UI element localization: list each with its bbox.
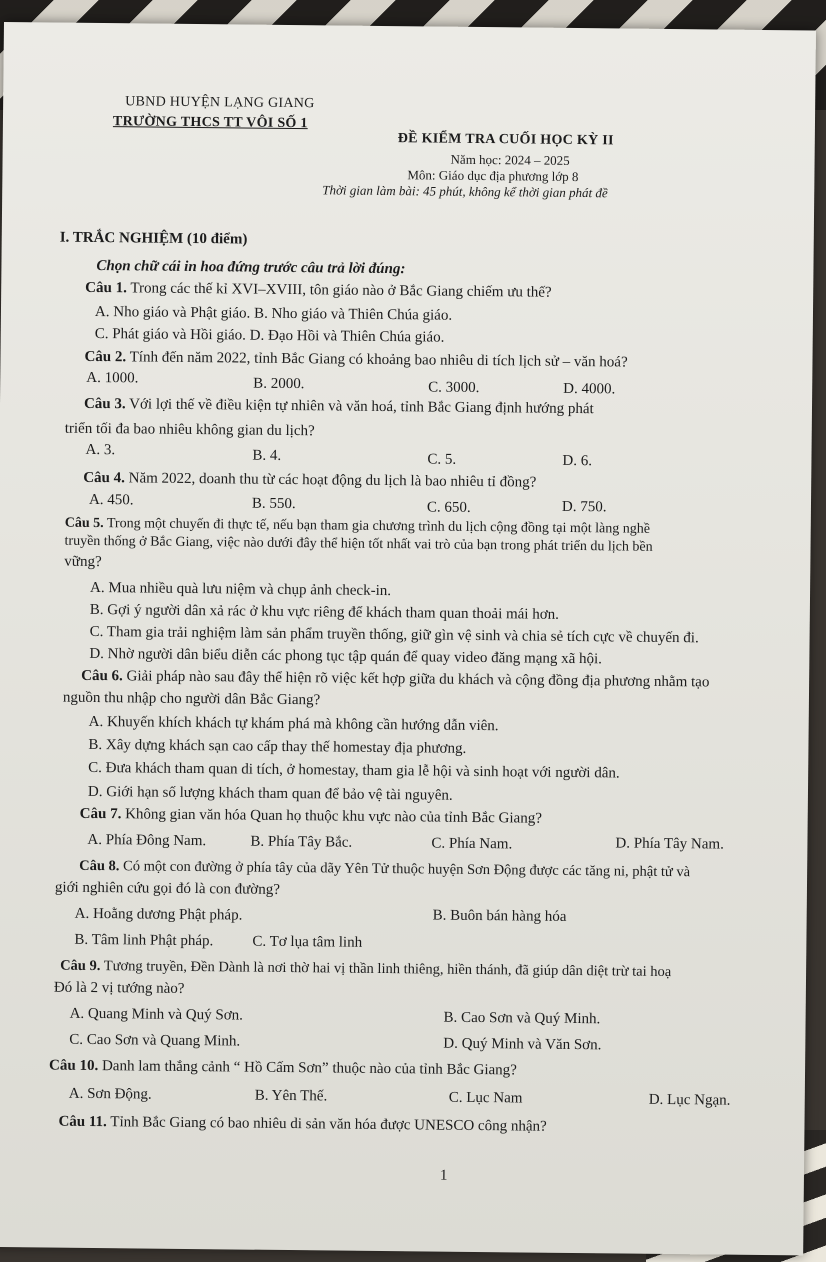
- q9-option-c: C. Cao Sơn và Quang Minh.: [69, 1031, 241, 1050]
- q3-text-2: triển tối đa bao nhiêu không gian du lịch?: [64, 420, 315, 440]
- q9-text-2: Đó là 2 vị tướng nào?: [53, 979, 185, 997]
- q5-text-2: truyền thống ở Bắc Giang, việc nào dưới đây thể hiện tốt nhất vai trò của bạn trong phát triển du lịch bền: [64, 533, 653, 555]
- q10-text: Câu 10. Danh lam thắng cảnh “ Hồ Cấm Sơn” thuộc nào của tỉnh Bắc Giang?: [48, 1057, 517, 1079]
- q6-option-d: D. Giới hạn số lượng khách tham quan để bảo vệ tài nguyên.: [87, 783, 453, 804]
- q8-option-a: A. Hoằng dương Phật pháp.: [74, 905, 243, 924]
- q1-options-cd: C. Phát giáo và Hồi giáo. D. Đạo Hồi và Thiên Chúa giáo.: [94, 325, 445, 346]
- q10-option-d: D. Lục Ngạn.: [648, 1091, 731, 1109]
- q8-text-2: giới nghiên cứu gọi đó là con đường?: [54, 879, 281, 898]
- q9-option-b: B. Cao Sơn và Quý Minh.: [443, 1009, 601, 1028]
- exam-title: ĐỀ KIỂM TRA CUỐI HỌC KỲ II: [397, 131, 614, 149]
- section-title: I. TRẮC NGHIỆM (10 điểm): [59, 229, 248, 248]
- district-name: UBND HUYỆN LẠNG GIANG: [125, 94, 315, 112]
- q6-text-2: nguồn thu nhập cho người dân Bắc Giang?: [62, 689, 321, 709]
- q6-option-a: A. Khuyến khích khách tự khám phá mà không cần hướng dẫn viên.: [88, 713, 499, 735]
- q5-text-1: Câu 5. Trong một chuyến đi thực tế, nếu bạn tham gia chương trình du lịch cộng đồng tại một làng nghề: [64, 515, 651, 537]
- q6-option-c: C. Đưa khách tham quan di tích, ở homestay, tham gia lễ hội và sinh hoạt với người dân.: [88, 759, 620, 782]
- q3-option-c: C. 5.: [427, 451, 457, 468]
- q9-text-1: Câu 9. Tương truyền, Đền Dành là nơi thờ hai vị thần linh thiêng, hiền thánh, đã giúp dân diệt trừ tai hoạ: [60, 957, 672, 981]
- q3-option-b: B. 4.: [252, 447, 282, 464]
- q8-option-b2: B. Buôn bán hàng hóa: [432, 907, 567, 925]
- q3-option-a: A. 3.: [85, 441, 116, 459]
- school-year: Năm học: 2024 – 2025: [450, 151, 570, 168]
- q4-option-a: A. 450.: [88, 491, 134, 509]
- q2-option-d: D. 4000.: [563, 380, 616, 398]
- instruction: Chọn chữ cái in hoa đứng trước câu trả lời đúng:: [96, 257, 406, 278]
- q8-option-b: B. Tâm linh Phật pháp.: [74, 931, 214, 950]
- q8-option-c: C. Tơ lụa tâm linh: [252, 933, 363, 951]
- q2-option-b: B. 2000.: [253, 375, 305, 393]
- q6-text-1: Câu 6. Giải pháp nào sau đây thể hiện rõ việc kết hợp giữa du khách và cộng đồng địa phương nhằm tạo: [81, 667, 710, 691]
- q5-option-b: B. Gợi ý người dân xả rác ở khu vực riêng để khách tham quan thoải mái hơn.: [89, 601, 560, 623]
- q4-text: Câu 4. Năm 2022, doanh thu từ các hoạt động du lịch là bao nhiêu tỉ đồng?: [83, 469, 537, 491]
- q3-option-d: D. 6.: [562, 452, 593, 470]
- q9-option-a: A. Quang Minh và Quý Sơn.: [69, 1005, 244, 1024]
- q5-option-a: A. Mua nhiều quà lưu niệm và chụp ảnh check-in.: [89, 579, 392, 600]
- subject: Môn: Giáo dục địa phương lớp 8: [407, 167, 579, 185]
- q8-text-1: Câu 8. Có một con đường ở phía tây của dãy Yên Tử thuộc huyện Sơn Động được các tăng ni, phật tử và: [79, 857, 691, 881]
- q10-option-a: A. Sơn Động.: [68, 1085, 152, 1103]
- q1-text: Câu 1. Trong các thế kỉ XVI–XVIII, tôn giáo nào ở Bắc Giang chiếm ưu thế?: [85, 279, 552, 301]
- q1-options-ab: A. Nho giáo và Phật giáo. B. Nho giáo và Thiên Chúa giáo.: [94, 303, 453, 324]
- q7-option-b: B. Phía Tây Bắc.: [250, 833, 353, 851]
- q4-option-d: D. 750.: [561, 498, 607, 516]
- q2-option-a: A. 1000.: [86, 369, 139, 387]
- page-number: 1: [439, 1167, 448, 1184]
- q6-option-b: B. Xây dựng khách sạn cao cấp thay thế homestay địa phương.: [88, 736, 467, 757]
- q2-text: Câu 2. Tính đến năm 2022, tỉnh Bắc Giang có khoảng bao nhiêu di tích lịch sử – văn hoá?: [84, 348, 628, 371]
- school-name: TRƯỜNG THCS TT VÔI SỐ 1: [112, 114, 308, 132]
- q5-text-3: vững?: [64, 553, 102, 571]
- q7-option-c: C. Phía Nam.: [431, 835, 513, 853]
- exam-time: Thời gian làm bài: 45 phút, không kể thời gian phát đề: [322, 182, 608, 201]
- q4-option-b: B. 550.: [251, 495, 296, 513]
- q7-option-d: D. Phía Tây Nam.: [615, 835, 724, 853]
- q7-option-a: A. Phía Đông Nam.: [87, 831, 207, 850]
- exam-paper: [0, 22, 816, 1255]
- q10-option-c: C. Lục Nam: [448, 1089, 523, 1107]
- q5-option-c: C. Tham gia trải nghiệm làm sản phẩm truyền thống, giữ gìn vệ sinh và chia sẻ tích cực về chuyến đi.: [89, 623, 699, 647]
- q10-option-b: B. Yên Thế.: [254, 1087, 328, 1105]
- q2-option-c: C. 3000.: [428, 379, 480, 396]
- q3-text-1: Câu 3. Với lợi thế về điều kiện tự nhiên và văn hoá, tỉnh Bắc Giang định hướng phát: [83, 395, 594, 418]
- q5-option-d: D. Nhờ người dân biểu diễn các phong tục tập quán để quay video đăng mạng xã hội.: [89, 645, 603, 668]
- q9-option-d: D. Quý Minh và Văn Sơn.: [443, 1035, 602, 1054]
- q7-text: Câu 7. Không gian văn hóa Quan họ thuộc khu vực nào của tỉnh Bắc Giang?: [79, 805, 542, 827]
- q4-option-c: C. 650.: [426, 499, 471, 516]
- q11-text: Câu 11. Tỉnh Bắc Giang có bao nhiêu di sản văn hóa được UNESCO công nhận?: [58, 1113, 547, 1135]
